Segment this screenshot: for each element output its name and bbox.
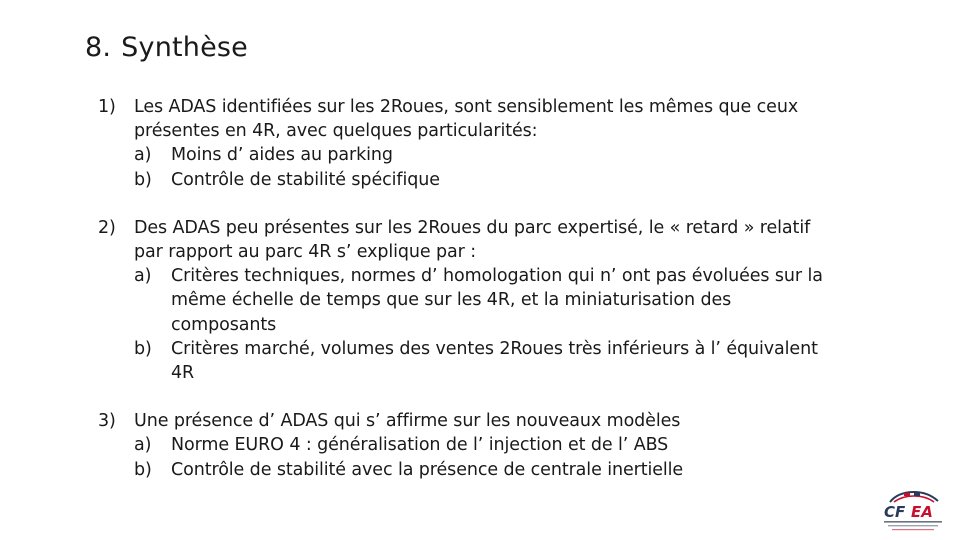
sub-item xyxy=(134,143,838,167)
list-marker: 3) xyxy=(98,411,116,432)
logo-wordmark-accent: EA xyxy=(911,503,933,521)
title-text: Synthèse xyxy=(121,32,248,63)
sub-marker: a) xyxy=(134,145,152,166)
title-number: 8. xyxy=(85,32,112,63)
list-item-text: Des ADAS peu présentes sur les 2Roues du parc expertisé, le « retard » relatif par rapport au parc 4R s’ explique par : xyxy=(134,217,811,263)
synthesis-list xyxy=(98,95,838,506)
sub-item xyxy=(134,264,838,337)
sub-marker: b) xyxy=(134,169,152,190)
list-marker: 2) xyxy=(98,217,116,238)
list-item-3 xyxy=(98,409,838,482)
logo-wordmark: CF xyxy=(884,503,906,521)
sub-item xyxy=(134,458,838,482)
list-item-text: Les ADAS identifiées sur les 2Roues, sont sensiblement les mêmes que ceux présentes en 4R, avec quelques particularités: xyxy=(134,97,799,142)
sub-marker: a) xyxy=(134,435,152,456)
sub-marker: a) xyxy=(134,266,152,287)
sub-item xyxy=(134,168,838,192)
list-item-1 xyxy=(98,95,838,192)
list-item-text: Une présence d’ ADAS qui s’ affirme sur les nouveaux modèles xyxy=(134,411,681,432)
sub-item xyxy=(134,337,838,385)
sub-item xyxy=(134,433,838,457)
logo-graphic xyxy=(876,487,950,535)
sub-text: Critères marché, volumes des ventes 2Roues très inférieurs à l’ équivalent 4R xyxy=(171,338,818,384)
slide-title xyxy=(85,32,248,63)
list-marker: 1) xyxy=(98,97,116,117)
sub-marker: b) xyxy=(134,338,152,359)
sub-text: Norme EURO 4 : généralisation de l’ injection et de l’ ABS xyxy=(171,435,669,456)
sub-marker: b) xyxy=(134,459,152,480)
sub-text: Contrôle de stabilité avec la présence de centrale inertielle xyxy=(171,459,684,480)
cfea-logo xyxy=(876,487,950,535)
sub-text: Contrôle de stabilité spécifique xyxy=(171,169,440,190)
list-item-2 xyxy=(98,216,838,385)
sub-text: Moins d’ aides au parking xyxy=(171,145,393,166)
sub-text: Critères techniques, normes d’ homologation qui n’ ont pas évoluées sur la même échelle de temps que sur les 4R, et la miniaturisation des composants xyxy=(171,266,823,335)
